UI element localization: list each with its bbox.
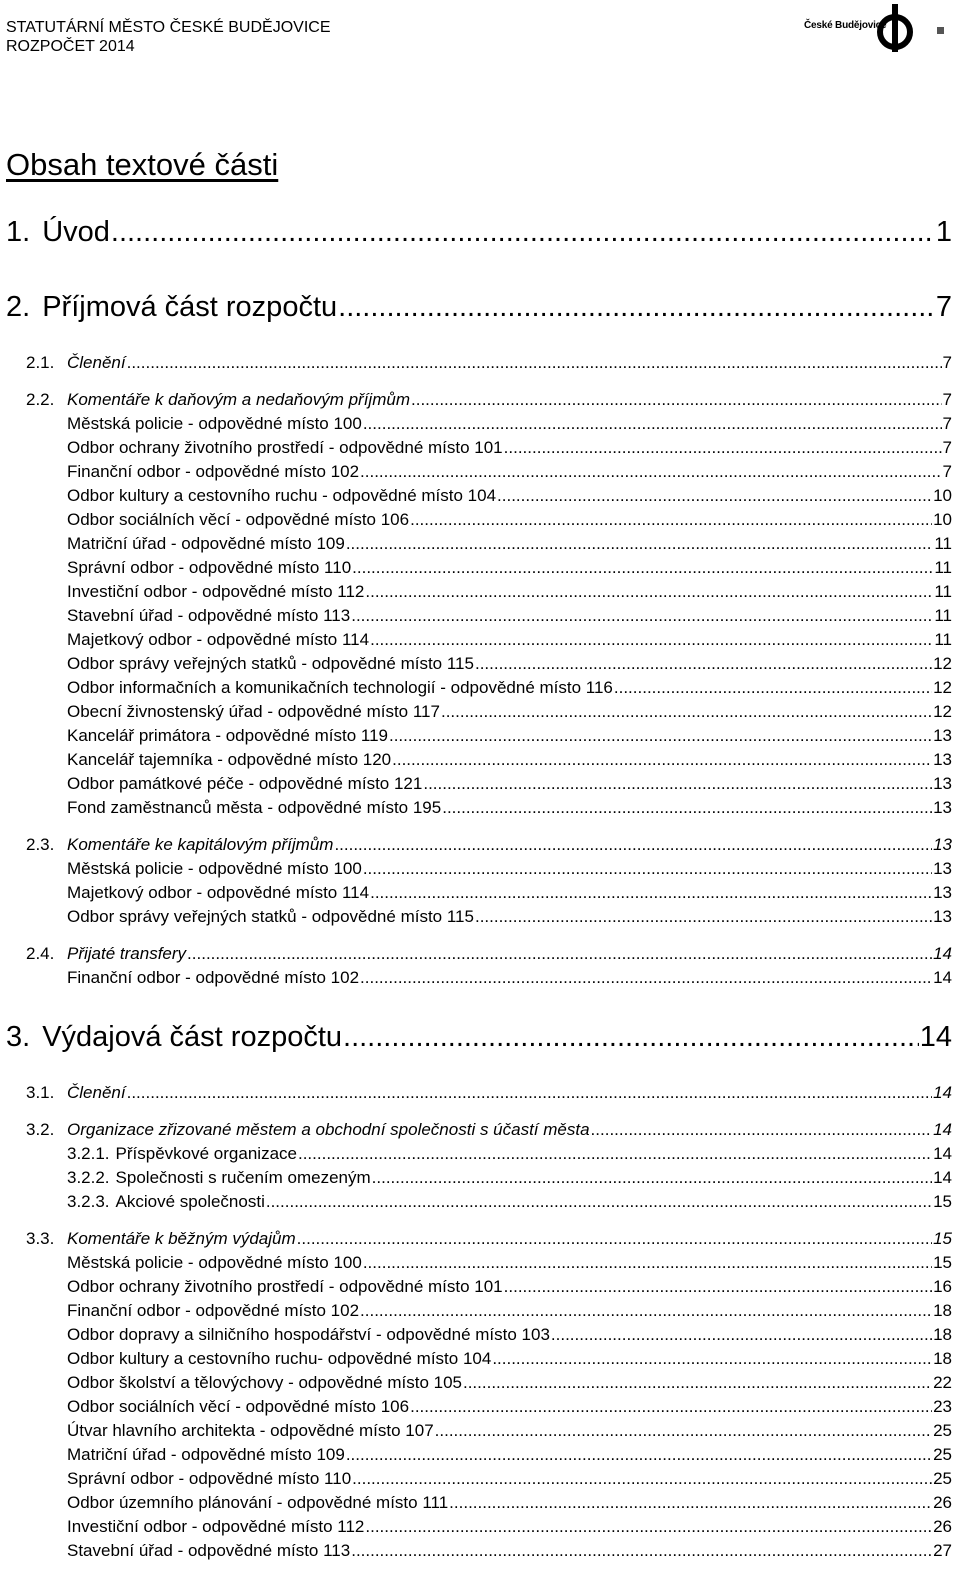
toc-entry-text: Odbor správy veřejných statků - odpovědné místo 115 [67,907,474,926]
toc-entry-label [67,1167,371,1189]
toc-entry-text: Komentáře k běžným výdajům [67,1229,296,1248]
toc-entry[interactable] [67,1396,952,1418]
toc-entry-text: Matriční úřad - odpovědné místo 109 [67,1445,345,1464]
toc-entry-label [26,389,410,411]
toc-entry-text: Obecní živnostenský úřad - odpovědné místo 117 [67,702,440,721]
toc-leader-dots [463,1372,932,1394]
toc-entry-text: Úvod [42,216,110,248]
toc-leader-dots [389,725,932,747]
toc-entry[interactable] [67,1143,952,1165]
toc-entry-text: Finanční odbor - odpovědné místo 102 [67,1301,360,1320]
toc-entry-text: Městská policie - odpovědné místo 100 [67,859,362,878]
toc-entry-text: Finanční odbor - odpovědné místo 102 [67,968,360,987]
toc-entry-label [26,1228,296,1250]
toc-leader-dots [363,413,942,435]
toc-entry-label [67,1468,351,1490]
toc-leader-dots [475,653,932,675]
toc-leader-dots [343,1020,919,1054]
toc-entry-text: Členění [67,353,126,372]
toc-entry-number: 2.1. [26,353,55,372]
toc-page-number: 26 [933,1493,952,1512]
toc-leader-dots [360,967,932,989]
toc-page-number: 15 [933,1229,952,1248]
toc-leader-dots [410,1396,932,1418]
toc-leader-dots [127,1082,932,1104]
toc-page-number: 25 [933,1469,952,1488]
toc-entry-text: Fond zaměstnanců města - odpovědné místo 195 [67,798,442,817]
toc-page-number: 7 [942,414,952,433]
toc-entry-label [67,967,359,989]
toc-entry-text: Odbor sociálních věcí - odpovědné místo 106 [67,510,410,529]
toc-entry-label [67,461,359,483]
toc-entry-label [67,485,496,507]
toc-entry-label [67,533,345,555]
document-header [6,18,331,56]
toc-entry[interactable] [67,1191,952,1213]
toc-entry-text: Odbor územního plánování - odpovědné místo 111 [67,1493,449,1512]
toc-entry[interactable] [67,967,952,989]
toc-entry-label [67,725,388,747]
toc-page-number: 7 [942,390,952,409]
toc-entry-label [67,906,474,928]
toc-entry[interactable] [67,557,952,579]
toc-entry[interactable] [26,1119,952,1141]
toc-page-number: 11 [934,630,952,649]
toc-entry-label [67,437,503,459]
toc-entry[interactable] [67,1300,952,1322]
toc-entry-label [26,943,186,965]
toc-leader-dots [435,1420,932,1442]
toc-entry-number: 3.2. [26,1120,55,1139]
toc-leader-dots [365,1516,932,1538]
cb-emblem-icon [870,2,920,54]
toc-entry-label [67,1191,265,1213]
toc-leader-dots [352,557,933,579]
toc-entry-label [67,1492,448,1514]
toc-entry-number: 3.2.3. [67,1192,110,1211]
toc-entry-number: 2.3. [26,835,55,854]
toc-entry[interactable] [67,882,952,904]
toc-entry-text: Příspěvkové organizace [115,1144,297,1163]
toc-entry-text: Přijaté transfery [67,944,187,963]
toc-entry[interactable] [26,834,952,856]
toc-entry[interactable] [67,701,952,723]
toc-leader-dots [346,533,934,555]
toc-page-number: 18 [933,1349,952,1368]
toc-leader-dots [504,1276,932,1298]
toc-leader-dots [127,352,942,374]
toc-entry-text: Odbor sociálních věcí - odpovědné místo 106 [67,1397,410,1416]
toc-page-number: 25 [933,1445,952,1464]
toc-entry[interactable] [67,437,952,459]
toc-entry-label [6,215,110,249]
toc-page-number: 14 [933,1168,952,1187]
toc-page-number: 13 [933,750,952,769]
toc-entry-text: Výdajová část rozpočtu [42,1021,343,1053]
toc-entry[interactable] [6,290,952,324]
toc-entry-label [67,629,369,651]
toc-entry-text: Stavební úřad - odpovědné místo 113 [67,606,351,625]
toc-entry-label [67,1348,491,1370]
toc-page-number: 12 [933,654,952,673]
toc-entry-text: Odbor ochrany životního prostředí - odpovědné místo 101 [67,1277,503,1296]
toc-entry-text: Správní odbor - odpovědné místo 110 [67,1469,352,1488]
toc-entry-number: 2.4. [26,944,55,963]
toc-entry[interactable] [67,725,952,747]
toc-entry[interactable] [67,1348,952,1370]
toc-entry-text: Městská policie - odpovědné místo 100 [67,1253,362,1272]
toc-entry-text: Útvar hlavního architekta - odpovědné místo 107 [67,1421,434,1440]
toc-entry-text: Odbor kultury a cestovního ruchu- odpovědné místo 104 [67,1349,492,1368]
toc-entry-text: Odbor školství a tělovýchovy - odpovědné místo 105 [67,1373,462,1392]
toc-entry-label [67,509,409,531]
toc-leader-dots [497,485,932,507]
toc-title: Obsah textové části [6,147,279,182]
city-logo [804,2,944,54]
toc-entry-text: Správní odbor - odpovědné místo 110 [67,558,352,577]
toc-leader-dots [614,677,932,699]
toc-page-number: 14 [933,1120,952,1139]
toc-entry[interactable] [26,1228,952,1250]
toc-page-number: 25 [933,1421,952,1440]
toc-entry-text: Členění [67,1083,126,1102]
toc-entry-text: Investiční odbor - odpovědné místo 112 [67,582,365,601]
toc-entry-label [67,581,364,603]
toc-page-number: 13 [933,726,952,745]
toc-leader-dots [423,773,932,795]
toc-entry-label [67,557,351,579]
toc-leader-dots [334,834,932,856]
toc-entry-text: Matriční úřad - odpovědné místo 109 [67,534,345,553]
toc-page-number: 18 [933,1301,952,1320]
toc-entry[interactable] [67,581,952,603]
toc-entry-label [6,290,337,324]
toc-entry-number: 1. [6,216,31,248]
toc-entry-label [67,605,350,627]
toc-page-number: 7 [942,438,952,457]
toc-leader-dots [363,1252,932,1274]
toc-page-number: 13 [933,774,952,793]
toc-entry-label [67,1540,350,1562]
toc-entry[interactable] [67,906,952,928]
toc-leader-dots [442,797,932,819]
toc-entry-label [26,1082,126,1104]
toc-entry-label [67,1143,297,1165]
toc-entry[interactable] [67,605,952,627]
toc-entry-label [67,1276,503,1298]
toc-entry-number: 3.2.2. [67,1168,110,1187]
toc-page-number: 1 [935,216,952,248]
logo-square [937,27,944,34]
header-budget-year: ROZPOČET 2014 [6,38,135,55]
toc-entry[interactable] [67,485,952,507]
toc-entry[interactable] [26,389,952,411]
toc-entry[interactable] [67,1444,952,1466]
toc-leader-dots [372,1167,932,1189]
toc-entry-text: Akciové společnosti [115,1192,265,1211]
toc-entry-label [67,701,440,723]
toc-entry-text: Stavební úřad - odpovědné místo 113 [67,1541,351,1560]
toc-entry[interactable] [6,215,952,249]
toc-leader-dots [298,1143,932,1165]
toc-page-number: 12 [933,678,952,697]
toc-entry[interactable] [67,413,952,435]
toc-page-number: 11 [934,606,952,625]
toc-page-number: 13 [933,883,952,902]
toc-entry[interactable] [67,1276,952,1298]
toc-page-number: 13 [933,835,952,854]
toc-entry-text: Odbor kultury a cestovního ruchu - odpovědné místo 104 [67,486,497,505]
toc-entry[interactable] [67,797,952,819]
toc-leader-dots [346,1444,932,1466]
toc-page-number: 16 [933,1277,952,1296]
toc-entry-text: Příjmová část rozpočtu [42,291,338,323]
toc-entry-text: Majetkový odbor - odpovědné místo 114 [67,630,370,649]
toc-entry-number: 2. [6,291,31,323]
toc-page-number: 7 [942,462,952,481]
toc-leader-dots [370,882,932,904]
toc-entry[interactable] [67,461,952,483]
toc-page-number: 18 [933,1325,952,1344]
toc-entry-number: 3. [6,1021,31,1053]
toc-leader-dots [591,1119,933,1141]
toc-leader-dots [411,389,942,411]
toc-leader-dots [187,943,932,965]
toc-page-number: 26 [933,1517,952,1536]
toc-entry-number: 2.2. [26,390,55,409]
toc-page-number: 11 [934,558,952,577]
toc-entry-text: Odbor dopravy a silničního hospodářství - odpovědné místo 103 [67,1325,550,1344]
toc-entry-text: Městská policie - odpovědné místo 100 [67,414,362,433]
toc-entry[interactable] [26,1082,952,1104]
toc-leader-dots [351,1540,932,1562]
toc-page-number: 10 [933,510,952,529]
toc-page-number: 11 [934,534,952,553]
toc-entry[interactable] [67,1540,952,1562]
toc-leader-dots [360,461,942,483]
toc-entry[interactable] [67,509,952,531]
toc-entry-text: Odbor památkové péče - odpovědné místo 121 [67,774,423,793]
toc-entry-label [67,858,362,880]
toc-entry-text: Komentáře k daňovým a nedaňovým příjmům [67,390,410,409]
toc-leader-dots [551,1324,932,1346]
toc-entry[interactable] [67,1372,952,1394]
toc-entry[interactable] [67,749,952,771]
toc-page-number: 13 [933,798,952,817]
toc-entry-label [26,834,333,856]
toc-page-number: 10 [933,486,952,505]
toc-entry[interactable] [26,352,952,374]
toc-entry-label [67,1396,409,1418]
toc-entry[interactable] [67,1252,952,1274]
toc-page-number: 23 [933,1397,952,1416]
toc-page-number: 7 [935,291,952,323]
toc-leader-dots [392,749,932,771]
toc-entry-label [67,1516,364,1538]
toc-page-number: 11 [934,582,952,601]
toc-entry-text: Organizace zřizované městem a obchodní společnosti s účastí města [67,1120,590,1139]
toc-entry[interactable] [67,629,952,651]
toc-entry-label [67,1252,362,1274]
toc-entry-text: Investiční odbor - odpovědné místo 112 [67,1517,365,1536]
toc-page-number: 22 [933,1373,952,1392]
toc-leader-dots [449,1492,932,1514]
toc-entry[interactable] [67,1324,952,1346]
toc-leader-dots [492,1348,932,1370]
toc-entry-label [67,1372,462,1394]
toc-entry-text: Finanční odbor - odpovědné místo 102 [67,462,360,481]
toc-page-number: 7 [942,353,952,372]
toc-entry-label [67,653,474,675]
toc-entry[interactable] [67,1468,952,1490]
toc-leader-dots [475,906,932,928]
toc-page-number: 14 [933,968,952,987]
toc-entry-number: 3.1. [26,1083,55,1102]
toc-page-number: 14 [933,944,952,963]
toc-page-number: 13 [933,907,952,926]
toc-entry-label [6,1020,342,1054]
toc-entry-label [67,773,422,795]
toc-entry[interactable] [6,1020,952,1054]
toc-leader-dots [363,858,932,880]
toc-entry-text: Odbor ochrany životního prostředí - odpovědné místo 101 [67,438,503,457]
toc-leader-dots [351,605,933,627]
toc-entry-label [26,352,126,374]
toc-page-number: 15 [933,1253,952,1272]
toc-entry[interactable] [67,1492,952,1514]
toc-leader-dots [370,629,933,651]
toc-entry-label [67,413,362,435]
toc-entry-label [67,1300,359,1322]
toc-entry-text: Kancelář primátora - odpovědné místo 119 [67,726,388,745]
toc-entry[interactable] [67,533,952,555]
toc-entry-text: Odbor správy veřejných statků - odpovědné místo 115 [67,654,474,673]
toc-entry-label [67,797,441,819]
toc-entry-text: Společnosti s ručením omezeným [115,1168,371,1187]
toc-entry-number: 3.2.1. [67,1144,110,1163]
toc-leader-dots [297,1228,932,1250]
toc-entry[interactable] [26,943,952,965]
toc-entry[interactable] [67,1167,952,1189]
toc-entry-text: Odbor informačních a komunikačních technologií - odpovědné místo 116 [67,678,613,697]
toc-entry-label [67,1444,345,1466]
toc-entry-text: Komentáře ke kapitálovým příjmům [67,835,334,854]
toc-entry[interactable] [67,858,952,880]
toc-page-number: 14 [933,1083,952,1102]
logo-text: České Budějovice [804,20,887,31]
toc-leader-dots [352,1468,932,1490]
toc-leader-dots [338,290,935,324]
toc-leader-dots [410,509,932,531]
toc-entry-number: 3.3. [26,1229,55,1248]
toc-leader-dots [266,1191,932,1213]
toc-page-number: 14 [919,1021,952,1053]
toc-page-number: 15 [933,1192,952,1211]
toc-entry-label [67,677,613,699]
toc-entry-label [26,1119,590,1141]
toc-leader-dots [365,581,933,603]
toc-entry-label [67,1420,434,1442]
toc-entry-label [67,749,391,771]
toc-page-number: 14 [933,1144,952,1163]
toc-page-number: 27 [933,1541,952,1560]
toc-entry[interactable] [67,1516,952,1538]
toc-entry-label [67,1324,550,1346]
toc-leader-dots [441,701,932,723]
toc-entry-label [67,882,369,904]
toc-entry[interactable] [67,653,952,675]
toc-leader-dots [504,437,942,459]
toc-entry-text: Majetkový odbor - odpovědné místo 114 [67,883,370,902]
header-city-name: STATUTÁRNÍ MĚSTO ČESKÉ BUDĚJOVICE [6,19,331,36]
toc-page-number: 13 [933,859,952,878]
toc-entry-text: Kancelář tajemníka - odpovědné místo 120 [67,750,392,769]
toc-page-number: 12 [933,702,952,721]
toc-entry[interactable] [67,677,952,699]
toc-leader-dots [111,215,935,249]
toc-leader-dots [360,1300,932,1322]
toc-entry[interactable] [67,773,952,795]
toc-entry[interactable] [67,1420,952,1442]
